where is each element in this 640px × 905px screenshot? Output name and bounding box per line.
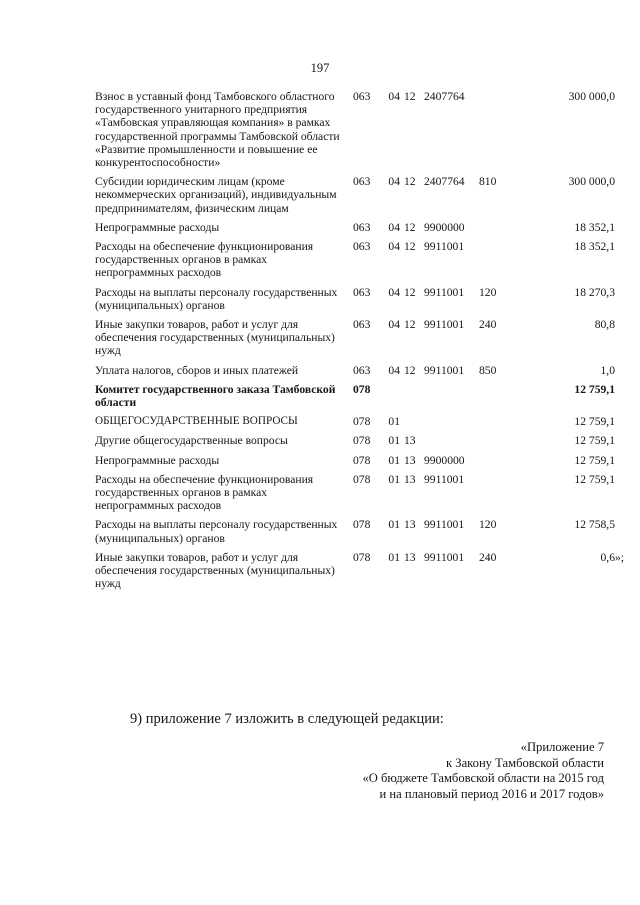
row-article: 9900000 — [424, 453, 465, 467]
row-article — [424, 415, 479, 434]
row-section: 04 — [388, 285, 400, 299]
row-section: 04 — [388, 363, 400, 377]
appendix-line: «Приложение 7 — [520, 740, 604, 754]
row-subsection: 13 — [404, 453, 416, 467]
row-sum: 12 759,1 — [574, 472, 615, 486]
row-sum: 12 759,1 — [574, 453, 615, 467]
row-sum: 12 759,1 — [574, 434, 615, 448]
row-code: 078 — [353, 518, 371, 532]
row-name: Взнос в уставный фонд Тамбовского областного государственного унитарного предприятия «Тамбовская управляющая компания» в рамках государственной программы Тамбовской области «Развитие промышленности и повышение ее конкурентоспособности» — [95, 90, 340, 170]
row-type — [479, 434, 509, 453]
row-subsection: 12 — [404, 240, 416, 254]
row-sum: 300 000,0 — [568, 175, 615, 189]
row-code: 078 — [353, 453, 371, 467]
row-article: 9911001 — [424, 363, 465, 377]
amendment-instruction: 9) приложение 7 изложить в следующей редакции: — [130, 711, 444, 727]
row-type — [479, 454, 509, 473]
table-row — [95, 454, 617, 473]
row-subsection: 13 — [404, 518, 416, 532]
row-article: 9911001 — [424, 318, 465, 332]
appendix-line: к Закону Тамбовской области — [446, 755, 604, 770]
row-article — [424, 434, 479, 453]
row-sum: 18 352,1 — [574, 240, 615, 254]
table-row — [95, 286, 617, 318]
row-type: 120 — [479, 518, 497, 532]
row-article: 9911001 — [424, 550, 465, 564]
row-article: 2407764 — [424, 90, 465, 103]
row-code: 063 — [353, 363, 371, 377]
row-code: 063 — [353, 220, 371, 234]
closing-quote-suffix: »; — [615, 550, 625, 564]
row-code: 063 — [353, 175, 371, 189]
row-code: 078 — [353, 382, 371, 396]
row-section: 04 — [388, 90, 400, 103]
row-subsection: 13 — [404, 550, 416, 564]
table-row — [95, 175, 617, 221]
row-code: 078 — [353, 472, 371, 486]
row-sum: 18 270,3 — [574, 285, 615, 299]
row-subsection: 12 — [404, 363, 416, 377]
row-name: Непрограммные расходы — [95, 220, 220, 234]
row-section: 01 — [388, 472, 400, 486]
row-section: 04 — [388, 318, 400, 332]
row-sum — [509, 550, 625, 597]
table-row — [95, 221, 617, 240]
row-code: 063 — [353, 318, 371, 332]
table-row — [95, 415, 617, 434]
row-name: Другие общегосударственные вопросы — [95, 434, 288, 448]
row-type: 810 — [479, 175, 497, 189]
row-type — [479, 383, 509, 415]
row-article: 9900000 — [424, 220, 465, 234]
row-name: ОБЩЕГОСУДАРСТВЕННЫЕ ВОПРОСЫ — [95, 415, 298, 428]
row-section: 04 — [388, 240, 400, 254]
row-name: Иные закупки товаров, работ и услуг для обеспечения государственных (муниципальных) нужд — [95, 550, 335, 591]
table-row — [95, 240, 617, 286]
row-article: 9911001 — [424, 285, 465, 299]
row-type — [479, 415, 509, 434]
row-sum: 18 352,1 — [574, 220, 615, 234]
row-type — [479, 240, 509, 286]
row-name: Субсидии юридическим лицам (кроме некоммерческих организаций), индивидуальным предпринимателям, физическим лицам — [95, 175, 337, 215]
row-sum: 80,8 — [594, 318, 615, 332]
row-type: 850 — [479, 363, 497, 377]
row-section: 01 — [388, 550, 400, 564]
row-sum-value: 0,6 — [600, 550, 615, 564]
table-row — [95, 473, 617, 519]
row-name: Расходы на обеспечение функционирования государственных органов в рамках непрограммных расходов — [95, 472, 314, 513]
row-sum: 12 759,1 — [574, 382, 615, 396]
row-name: Непрограммные расходы — [95, 453, 220, 467]
row-name: Комитет государственного заказа Тамбовской области — [95, 382, 336, 410]
page-number: 197 — [310, 61, 330, 75]
row-name: Иные закупки товаров, работ и услуг для обеспечения государственных (муниципальных) нужд — [95, 318, 335, 358]
row-code: 078 — [353, 550, 371, 564]
row-type: 240 — [479, 550, 497, 564]
row-section: 04 — [388, 175, 400, 189]
row-section: 04 — [388, 220, 400, 234]
row-subsection: 12 — [404, 318, 416, 332]
row-name: Расходы на выплаты персоналу государственных (муниципальных) органов — [95, 285, 338, 312]
row-subsection — [404, 383, 424, 415]
row-subsection: 12 — [404, 90, 416, 103]
row-type: 120 — [479, 285, 497, 299]
row-type — [479, 473, 509, 519]
row-sum: 1,0 — [600, 363, 615, 377]
row-section: 01 — [388, 453, 400, 467]
row-sum: 12 759,1 — [574, 415, 615, 429]
row-article: 9911001 — [424, 518, 465, 532]
row-name: Расходы на выплаты персоналу государственных (муниципальных) органов — [95, 518, 338, 545]
table-row — [95, 364, 617, 383]
row-code: 063 — [353, 285, 371, 299]
table-row — [95, 383, 617, 415]
row-article: 9911001 — [424, 472, 465, 486]
table-row — [95, 90, 617, 175]
row-subsection: 13 — [404, 434, 416, 448]
row-sum: 12 758,5 — [574, 518, 615, 532]
table-row — [95, 518, 617, 550]
appendix-header — [362, 740, 604, 802]
row-subsection: 12 — [404, 285, 416, 299]
row-code: 078 — [353, 434, 371, 448]
table-row — [95, 318, 617, 364]
budget-table — [95, 90, 625, 597]
row-article: 9911001 — [424, 240, 465, 254]
appendix-line: и на плановый период 2016 и 2017 годов» — [379, 786, 604, 801]
row-code: 063 — [353, 90, 371, 103]
row-code: 078 — [353, 415, 371, 429]
row-name: Уплата налогов, сборов и иных платежей — [95, 363, 299, 377]
row-section: 01 — [388, 415, 400, 429]
row-article — [424, 383, 479, 415]
table-row — [95, 551, 617, 597]
row-type — [479, 90, 509, 175]
row-subsection: 13 — [404, 472, 416, 486]
appendix-line: «О бюджете Тамбовской области на 2015 год — [362, 771, 604, 785]
row-type — [479, 221, 509, 240]
row-subsection — [404, 415, 424, 434]
row-section: 01 — [388, 518, 400, 532]
row-sum: 300 000,0 — [568, 90, 615, 103]
row-section: 01 — [388, 434, 400, 448]
row-article: 2407764 — [424, 175, 465, 189]
row-code: 063 — [353, 240, 371, 254]
row-name: Расходы на обеспечение функционирования государственных органов в рамках непрограммных расходов — [95, 240, 314, 280]
table-row — [95, 434, 617, 453]
row-section — [383, 383, 404, 415]
row-type: 240 — [479, 318, 497, 332]
row-subsection: 12 — [404, 220, 416, 234]
row-subsection: 12 — [404, 175, 416, 189]
